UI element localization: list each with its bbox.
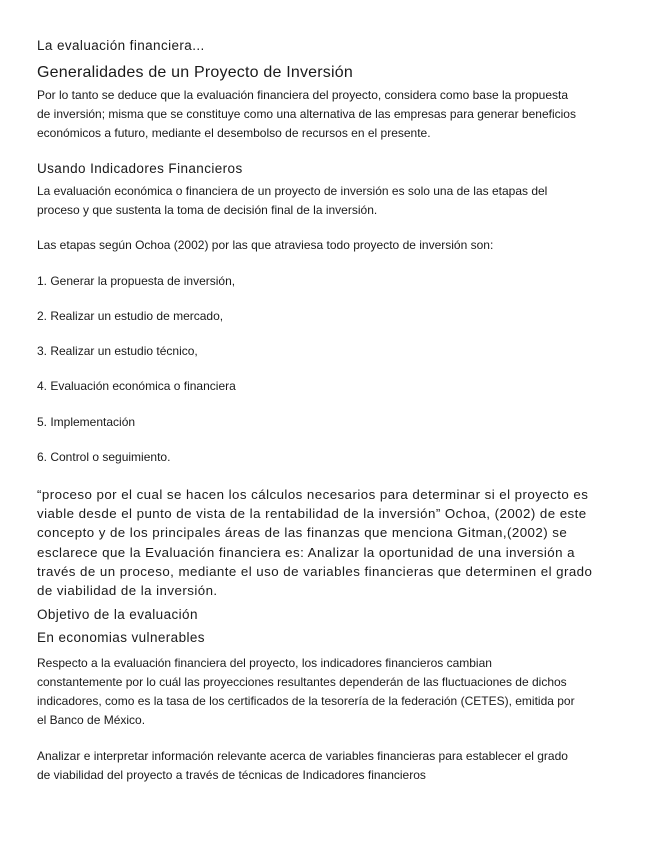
- paragraph-line: indicadores, como es la tasa de los certificados de la tesorería de la federación (CETES), emitida por: [37, 694, 575, 708]
- heading-economias: En economias vulnerables: [37, 630, 205, 645]
- paragraph-line: de viabilidad del proyecto a través de técnicas de Indicadores financieros: [37, 768, 426, 782]
- quote-line: viable desde el punto de vista de la rentabilidad de la inversión” Ochoa, (2002) de este: [37, 506, 587, 522]
- document-header: La evaluación financiera...: [37, 38, 205, 53]
- stages-intro: Las etapas según Ochoa (2002) por las que atraviesa todo proyecto de inversión son:: [37, 238, 494, 252]
- stage-item-1: 1. Generar la propuesta de inversión,: [37, 274, 236, 288]
- quote-line: través de un proceso, mediante el uso de variables financieras que determinen el grado: [37, 563, 593, 579]
- stage-item-6: 6. Control o seguimiento.: [37, 450, 171, 464]
- paragraph-respecto: [37, 654, 627, 730]
- stage-item-5: 5. Implementación: [37, 415, 136, 429]
- paragraph-line: constantemente por lo cuál las proyecciones resultantes dependerán de las fluctuaciones de dichos: [37, 675, 567, 689]
- paragraph-line: Analizar e interpretar información relevante acerca de variables financieras para establecer el grado: [37, 749, 568, 763]
- quote-paragraph: [37, 485, 627, 600]
- quote-line: esclarece que la Evaluación financiera es: Analizar la oportunidad de una inversión a: [37, 544, 575, 560]
- paragraph-evaluacion-economica: [37, 182, 627, 220]
- stage-item-4: 4. Evaluación económica o financiera: [37, 379, 236, 393]
- paragraph-line: La evaluación económica o financiera de un proyecto de inversión es solo una de las etapas del: [37, 184, 548, 198]
- stage-item-2: 2. Realizar un estudio de mercado,: [37, 309, 224, 323]
- paragraph-analizar: [37, 747, 627, 785]
- quote-line: de viabilidad de la inversión.: [37, 583, 218, 599]
- paragraph-deduccion: [37, 86, 627, 143]
- paragraph-line: el Banco de México.: [37, 713, 146, 727]
- paragraph-line: Respecto a la evaluación financiera del proyecto, los indicadores financieros cambian: [37, 656, 492, 670]
- quote-line: “proceso por el cual se hacen los cálculos necesarios para determinar si el proyecto es: [37, 487, 589, 502]
- heading-generalidades: Generalidades de un Proyecto de Inversión: [37, 64, 353, 81]
- paragraph-line: proceso y que sustenta la toma de decisión final de la inversión.: [37, 203, 378, 217]
- paragraph-line: económicos a futuro, mediante el desembolso de recursos en el presente.: [37, 126, 431, 140]
- stage-item-3: 3. Realizar un estudio técnico,: [37, 344, 198, 358]
- quote-line: concepto y de los principales áreas de las finanzas que menciona Gitman,(2002) se: [37, 525, 568, 541]
- heading-indicadores: Usando Indicadores Financieros: [37, 161, 243, 176]
- heading-objetivo: Objetivo de la evaluación: [37, 607, 198, 622]
- paragraph-line: de inversión; misma que se constituye como una alternativa de las empresas para generar beneficios: [37, 107, 576, 121]
- paragraph-line: Por lo tanto se deduce que la evaluación financiera del proyecto, considera como base la propuesta: [37, 88, 569, 102]
